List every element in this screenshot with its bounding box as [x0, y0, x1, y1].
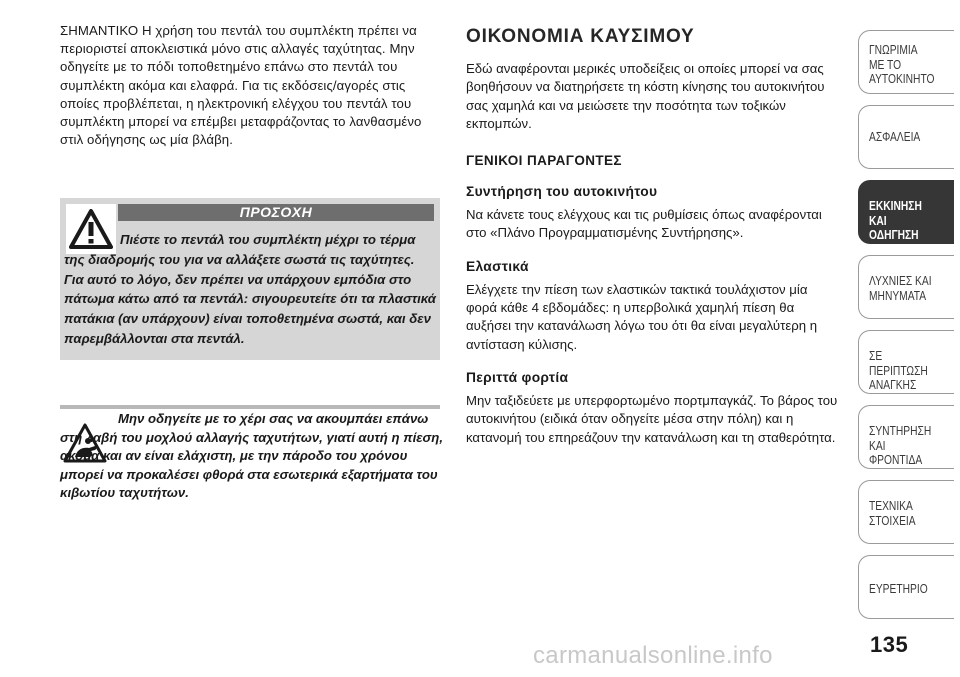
tab-starting-driving[interactable] [858, 180, 954, 244]
tab-getting-to-know[interactable] [858, 30, 954, 94]
fuel-economy-intro: Εδώ αναφέρονται μερικές υποδείξεις οι οποίες μπορεί να σας βοηθήσουν να διατηρήσετε τη κόστη κίνησης του αυτοκινήτου σας χαμηλά και να μειώσετε την ποσότητα των τοξικών εκπομπών. [466, 61, 825, 131]
page-number: 135 [870, 632, 909, 657]
clutch-important-paragraph: ΣΗΜΑΝΤΙΚΟ Η χρήση του πεντάλ του συμπλέκτη πρέπει να περιοριστεί αποκλειστικά μόνο στις αλλαγές ταχύτητας. Μην οδηγείτε με το πόδι τοποθετημένο επάνω στο πεντάλ του συμπλέκτη ακόμα και ελαφρά. Για τις εκδόσεις/αγορές στις οποίες προβλέπεται, η ηλεκτρονική ελέγχου του πεντάλ του συμπλέκτη μπορεί να επέμβει μεταφράζοντας το λανθασμένο στιλ οδήγησης ως μία βλάβη. [60, 23, 422, 148]
tab-label: ΓΝΩΡΙΜΙΑ ΜΕ ΤΟ ΑΥΤΟΚΙΝΗΤΟ [869, 43, 935, 86]
tab-label: ΤΕΧΝΙΚΑ ΣΤΟΙΧΕΙΑ [869, 499, 916, 528]
watermark: carmanualsonline.info [533, 642, 773, 669]
maintenance-text: Να κάνετε τους ελέγχους και τις ρυθμίσεις όπως αναφέρονται στο «Πλάνο Προγραμματισμένης Συντήρησης». [466, 207, 822, 241]
warning-text: Πιέστε το πεντάλ του συμπλέκτη μέχρι το τέρμα της διαδρομής του για να αλλάξετε σωστά τις ταχύτητες. Για αυτό το λόγο, δεν πρέπει να υπάρχουν εμπόδια στο πάτωμα κάτω από τα πεντάλ: σιγουρευτείτε ότι τα πλαστικά πατάκια (αν υπάρχουν) είναι τοποθετημένα σωστά, και δεν παρεμβάλλονται στα πεντάλ. [64, 232, 436, 346]
section-title: ΟΙΚΟΝΟΜΙΑ ΚΑΥΣΙΜΟΥ [466, 26, 695, 47]
right-column [466, 26, 840, 447]
tab-lights-messages[interactable] [858, 255, 954, 319]
loads-text: Μην ταξιδεύετε με υπερφορτωμένο πορτμπαγκάζ. Το βάρος του αυτοκινήτου (ειδικά όταν οδηγείτε μέσα στην πόλη) και η κατανομή του επηρεάζουν την κατανάλωση και τη σταθερότητα. [466, 392, 838, 445]
tab-label: ΣΕ ΠΕΡΙΠΤΩΣΗ ΑΝΑΓΚΗΣ [869, 349, 928, 392]
tab-safety[interactable] [858, 105, 954, 169]
tab-maintenance-care[interactable] [858, 405, 954, 469]
tab-technical-data[interactable] [858, 480, 954, 544]
warning-header: ΠΡΟΣΟΧΗ [118, 204, 434, 221]
tab-label: ΕΚΚΙΝΗΣΗ ΚΑΙ ΟΔΗΓΗΣΗ [869, 199, 922, 242]
tab-label: ΕΥΡΕΤΗΡΙΟ [869, 582, 928, 596]
tires-text: Ελέγχετε την πίεση των ελαστικών τακτικά τουλάχιστον μία φορά κάθε 4 εβδομάδες: η υπερβολικά χαμηλή πίεση θα αυξήσει την κατανάλωση λόγω του ότι θα είναι μεγαλύτερη η αντίσταση κύλισης. [466, 281, 818, 352]
tab-emergency[interactable] [858, 330, 954, 394]
gear-lever-note: Μην οδηγείτε με το χέρι σας να ακουμπάει επάνω στη λαβή του μοχλού αλλαγής ταχυτήτων, γιατί αυτή η πίεση, ακόμα και αν είναι ελάχιστη, με την πάροδο του χρόνου μπορεί να προκαλέσει φθορά στα εσωτερικά εξαρτήματα του κιβωτίου ταχυτήτων. [60, 411, 444, 501]
tires-heading: Ελαστικά [466, 258, 529, 274]
general-factors-heading: ΓΕΝΙΚΟΙ ΠΑΡΑΓΟΝΤΕΣ [466, 153, 622, 169]
note-divider [60, 405, 440, 409]
tab-label: ΑΣΦΑΛΕΙΑ [869, 130, 921, 144]
left-column [60, 22, 442, 149]
warning-box [60, 198, 440, 360]
tab-label: ΛΥΧΝΙΕΣ ΚΑΙ ΜΗΝΥΜΑΤΑ [869, 274, 932, 303]
loads-heading: Περιττά φορτία [466, 369, 569, 385]
maintenance-heading: Συντήρηση του αυτοκινήτου [466, 184, 658, 200]
tab-label: ΣΥΝΤΗΡΗΣΗ ΚΑΙ ΦΡΟΝΤΙΔΑ [869, 424, 932, 467]
tab-index[interactable] [858, 555, 954, 619]
